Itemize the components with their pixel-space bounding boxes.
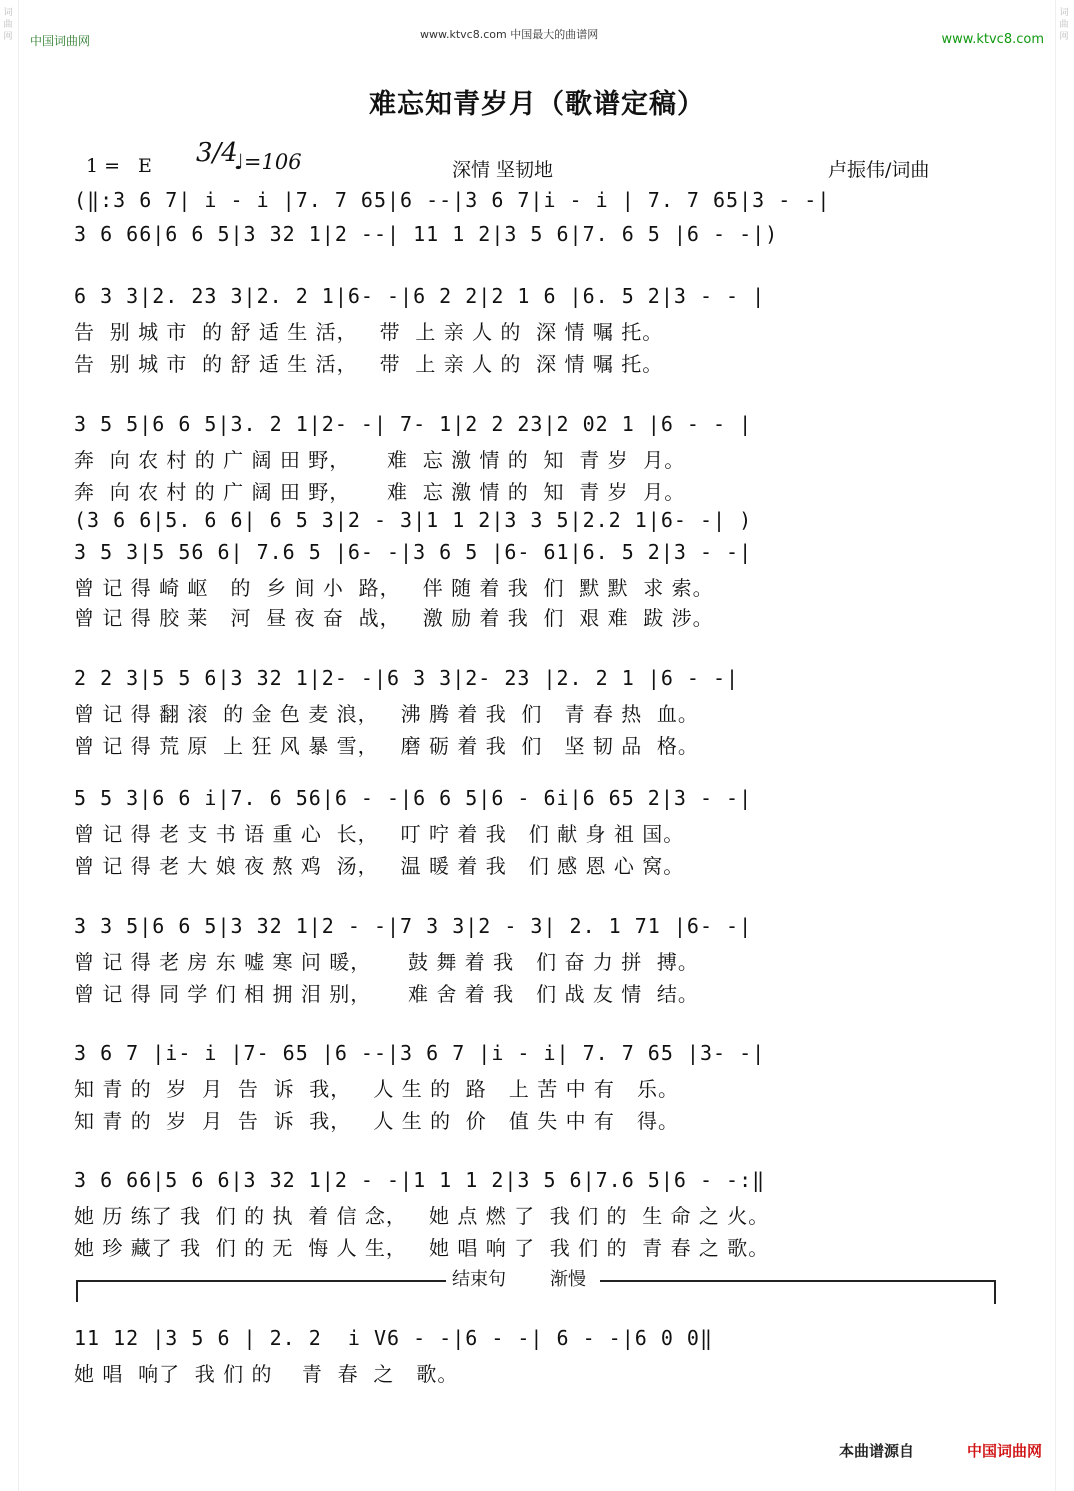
intro-line-2: 3 6 66|6 6 5|3 32 1|2 --| 11 1 2|3 5 6|7. 6 5 |6 - -|) [74,222,779,246]
lyric-line: 知 青 的 岁 月 告 诉 我， 人 生 的 价 值 失 中 有 得。 [74,1109,680,1133]
tempo-mark: ♩=106 [234,150,302,174]
lyric-line: 告 别 城 市 的 舒 适 生 活， 带 上 亲 人 的 深 情 嘱 托。 [74,352,664,376]
left-margin-watermark [0,0,19,1491]
lyric-line: 她 珍 藏了 我 们 的 无 悔 人 生， 她 唱 响 了 我 们 的 青 春 之 歌。 [74,1236,770,1260]
lyric-line: 奔 向 农 村 的 广 阔 田 野， 难 忘 激 情 的 知 青 岁 月。 [74,480,686,504]
lyric-line: 曾 记 得 崎 岖 的 乡 间 小 路， 伴 随 着 我 们 默 默 求 索。 [74,576,714,600]
ending-lyric-line: 她 唱 响了 我 们 的 青 春 之 歌。 [74,1362,459,1386]
watermark-char: 词 [3,8,13,18]
ending-label: 结束句 [452,1269,506,1290]
time-signature: 3/4 [196,138,238,168]
watermark-char: 曲 [1059,20,1069,30]
lyric-line: 曾 记 得 老 支 书 语 重 心 长， 叮 咛 着 我 们 献 身 祖 国。 [74,822,685,846]
lyric-line: 曾 记 得 胶 莱 河 昼 夜 奋 战， 激 励 着 我 们 艰 难 跋 涉。 [74,606,714,630]
notation-line: 6 3 3|2. 23 3|2. 2 1|6- -|6 2 2|2 1 6 |6. 5 2|3 - - | [74,284,766,308]
ending-notation-line: 11 12 |3 5 6 | 2. 2 i V6 - -|6 - -| 6 - -|6 0 0‖ [74,1326,714,1350]
lyric-line: 奔 向 农 村 的 广 阔 田 野， 难 忘 激 情 的 知 青 岁 月。 [74,448,686,472]
notation-line: 3 6 66|5 6 6|3 32 1|2 - -|1 1 1 2|3 5 6|7.6 5|6 - -:‖ [74,1168,766,1192]
notation-line: 5 5 3|6 6 i|7. 6 56|6 - -|6 6 5|6 - 6i|6 65 2|3 - -| [74,786,753,810]
footer-source-label: 本曲谱源自 [838,1442,914,1460]
author-credit: 卢振伟/词曲 [828,159,930,181]
ritardando-mark: 渐慢 [550,1269,586,1290]
key-signature: 1= E [86,155,158,177]
footer-source-site[interactable]: 中国词曲网 [966,1442,1042,1460]
notation-line: 3 6 7 |i- i |7- 65 |6 --|3 6 7 |i - i| 7. 7 65 |3- -| [74,1041,766,1065]
ending-rule-right [600,1280,996,1282]
ending-bracket-right [994,1282,996,1304]
lyric-line: 知 青 的 岁 月 告 诉 我， 人 生 的 路 上 苦 中 有 乐。 [74,1077,680,1101]
lyric-line: 曾 记 得 荒 原 上 狂 风 暴 雪， 磨 砺 着 我 们 坚 韧 品 格。 [74,734,699,758]
watermark-char: 网 [3,32,13,42]
header-site-name[interactable]: 中国词曲网 [30,34,91,48]
ending-rule-left [76,1280,446,1282]
watermark-char: 曲 [3,20,13,30]
lyric-line: 她 历 练了 我 们 的 执 着 信 念， 她 点 燃 了 我 们 的 生 命 之 火。 [74,1204,770,1228]
notation-line: 2 2 3|5 5 6|3 32 1|2- -|6 3 3|2- 23 |2. 2 1 |6 - -| [74,666,740,690]
watermark-char: 网 [1059,32,1069,42]
expression-mark: 深情 坚韧地 [452,159,554,181]
header-center-note: www.ktvc8.com 中国最大的曲谱网 [420,28,599,41]
lyric-line: 曾 记 得 老 大 娘 夜 熬 鸡 汤， 温 暖 着 我 们 感 恩 心 窝。 [74,854,685,878]
lyric-line: 曾 记 得 同 学 们 相 拥 泪 别， 难 舍 着 我 们 战 友 情 结。 [74,982,699,1006]
lyric-line: 告 别 城 市 的 舒 适 生 活， 带 上 亲 人 的 深 情 嘱 托。 [74,320,664,344]
watermark-char: 词 [1059,8,1069,18]
song-title: 难忘知青岁月（歌谱定稿） [369,89,705,120]
notation-line: 3 3 5|6 6 5|3 32 1|2 - -|7 3 3|2 - 3| 2. 1 71 |6- -| [74,914,753,938]
notation-line: 3 5 3|5 56 6| 7.6 5 |6- -|3 6 5 |6- 61|6. 5 2|3 - -| [74,540,753,564]
header-url-link[interactable]: www.ktvc8.com [941,32,1044,47]
lyric-line: 曾 记 得 翻 滚 的 金 色 麦 浪， 沸 腾 着 我 们 青 春 热 血。 [74,702,699,726]
notation-line: 3 5 5|6 6 5|3. 2 1|2- -| 7- 1|2 2 23|2 02 1 |6 - - | [74,412,753,436]
right-margin-watermark [1055,0,1074,1491]
ending-bracket-left [76,1280,78,1302]
interlude-line: (3 6 6|5. 6 6| 6 5 3|2 - 3|1 1 2|3 3 5|2.2 1|6- -| ) [74,508,753,532]
intro-line-1: (‖:3 6 7| i - i |7. 7 65|6 --|3 6 7|i - i | 7. 7 65|3 - -| [74,188,831,212]
lyric-line: 曾 记 得 老 房 东 嘘 寒 问 暖， 鼓 舞 着 我 们 奋 力 拼 搏。 [74,950,699,974]
